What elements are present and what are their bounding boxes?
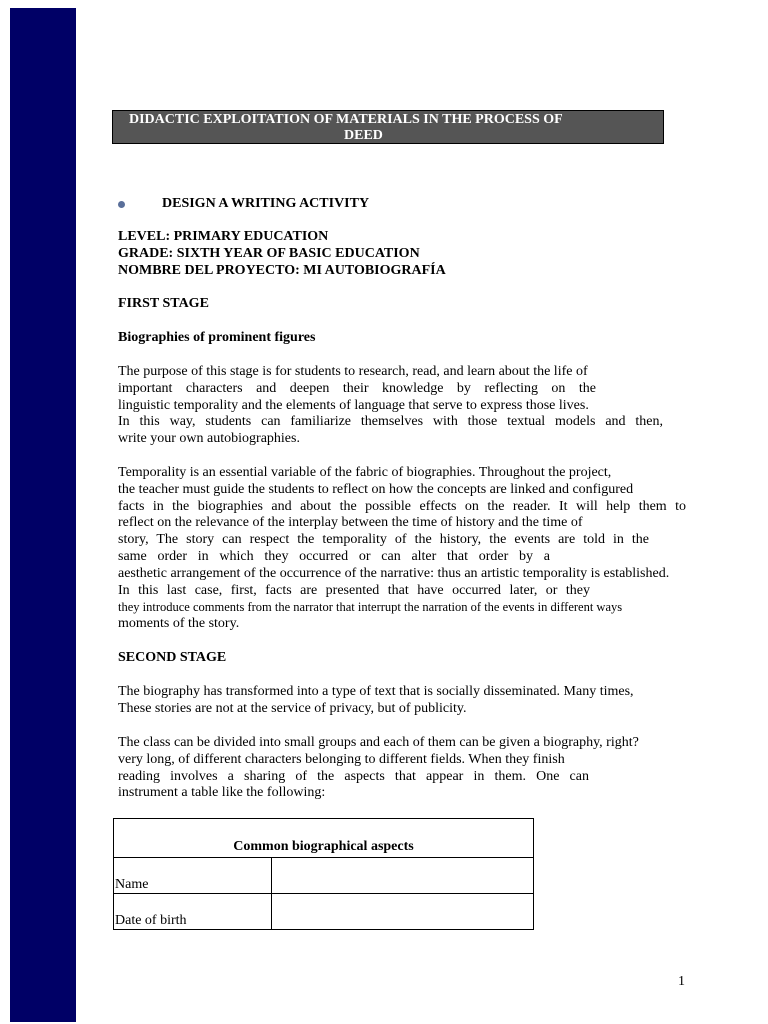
table-label-cell: Date of birth (114, 894, 272, 930)
document-title-line-2: DEED (344, 128, 383, 143)
paragraph-line: In this way, students can familiarize themselves with those textual models and then, (118, 414, 663, 430)
first-stage-paragraph-2 (118, 465, 693, 633)
table-value-cell (272, 858, 534, 894)
paragraph-line: aesthetic arrangement of the occurrence of the narrative: thus an artistic temporality is established. (118, 565, 670, 581)
side-accent-bar (10, 8, 76, 1022)
paragraph-line: instrument a table like the following: (118, 785, 326, 801)
table-value-cell (272, 894, 534, 930)
biographical-aspects-table (113, 818, 534, 930)
document-title-box (112, 110, 664, 144)
grade-line: GRADE: SIXTH YEAR OF BASIC EDUCATION (118, 245, 420, 261)
paragraph-line: they introduce comments from the narrator that interrupt the narration of the events in different ways (118, 600, 623, 615)
second-stage-heading: SECOND STAGE (118, 650, 227, 665)
bullet-dot-icon (118, 201, 125, 208)
paragraph-line: the teacher must guide the students to reflect on how the concepts are linked and configured (118, 481, 634, 497)
first-stage-subheading: Biographies of prominent figures (118, 330, 316, 345)
paragraph-line: facts in the biographies and about the possible effects on the reader. It will help them to (118, 498, 686, 514)
paragraph-line: The biography has transformed into a type of text that is socially disseminated. Many times, (118, 684, 634, 699)
page-number: 1 (678, 974, 685, 989)
paragraph-line: Temporality is an essential variable of the fabric of biographies. Throughout the project, (118, 465, 612, 480)
first-stage-heading: FIRST STAGE (118, 296, 209, 311)
first-stage-paragraph-1 (118, 364, 663, 448)
table-label-cell: Name (114, 858, 272, 894)
paragraph-line: write your own autobiographies. (118, 431, 300, 447)
paragraph-line: important characters and deepen their knowledge by reflecting on the (118, 380, 596, 396)
table-header-cell: Common biographical aspects (114, 819, 534, 858)
paragraph-line: These stories are not at the service of privacy, but of publicity. (118, 700, 467, 716)
paragraph-line: In this last case, first, facts are presented that have occurred later, or they (118, 582, 590, 598)
bullet-heading-text: DESIGN A WRITING ACTIVITY (162, 196, 370, 211)
meta-block (118, 229, 446, 279)
paragraph-line: The purpose of this stage is for students to research, read, and learn about the life of (118, 364, 588, 379)
table-row (114, 858, 534, 894)
table-row (114, 894, 534, 930)
paragraph-line: reflect on the relevance of the interplay between the time of history and the time of (118, 515, 583, 531)
paragraph-line: The class can be divided into small groups and each of them can be given a biography, right? (118, 735, 639, 750)
paragraph-line: very long, of different characters belonging to different fields. When they finish (118, 751, 565, 767)
second-stage-paragraph-2 (118, 735, 683, 802)
level-line: LEVEL: PRIMARY EDUCATION (118, 229, 329, 244)
paragraph-line: moments of the story. (118, 616, 240, 632)
paragraph-line: story, The story can respect the temporality of the history, the events are told in the (118, 532, 649, 548)
paragraph-line: same order in which they occurred or can alter that order by a (118, 548, 550, 564)
project-line: NOMBRE DEL PROYECTO: MI AUTOBIOGRAFÍA (118, 262, 446, 278)
paragraph-line: linguistic temporality and the elements of language that serve to express those lives. (118, 397, 589, 413)
second-stage-paragraph-1 (118, 684, 683, 718)
document-title-line-1: DIDACTIC EXPLOITATION OF MATERIALS IN THE PROCESS OF (129, 112, 563, 127)
paragraph-line: reading involves a sharing of the aspects that appear in them. One can (118, 768, 589, 784)
table-header-row (114, 819, 534, 858)
